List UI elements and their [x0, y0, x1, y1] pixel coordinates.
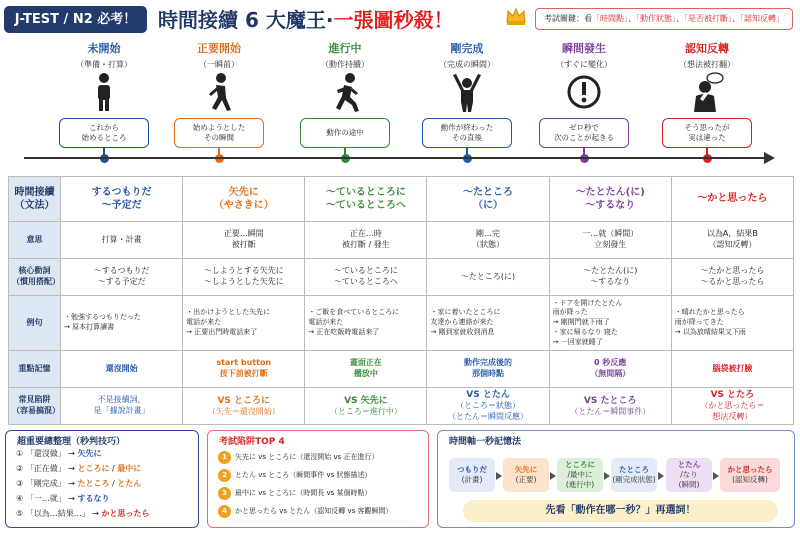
- examples-line: 電話が来た: [308, 318, 344, 327]
- row-head: [9, 388, 61, 425]
- memory-cell: [549, 351, 671, 388]
- traps-cell: [671, 388, 793, 425]
- memory-cell: [61, 351, 183, 388]
- examples-cell: [427, 296, 549, 351]
- stage-name: 正要開始: [197, 42, 241, 55]
- stage-name: 剛完成: [450, 42, 484, 55]
- traps-line: （矢先＝還沒開始）: [207, 406, 280, 416]
- row-head-line: 常見陷阱: [18, 395, 51, 405]
- examples-line: 雨が降った: [552, 308, 588, 317]
- meaning-line: 正在…時: [349, 229, 382, 239]
- memory-line: 還沒開始: [105, 363, 138, 373]
- summary-question: 「正在做」: [25, 464, 66, 473]
- grammar-cell: [61, 177, 183, 222]
- example-line: → 一回家就睡了: [552, 337, 603, 346]
- summary-answer-2: 最中に: [117, 464, 142, 473]
- examples-line: → 剛開門就下雨了: [552, 318, 610, 327]
- verbs-line: 〜ているところに: [333, 266, 398, 276]
- stage-bubble: [662, 118, 752, 148]
- grammar-cell: [305, 177, 427, 222]
- meaning-line: 剛…完: [476, 229, 501, 239]
- row-head-line: （容易搞混）: [12, 406, 60, 415]
- stage-bubble: [422, 118, 512, 148]
- grammar-table: [8, 176, 794, 425]
- bubble-line: 次のことが起きる: [554, 133, 614, 142]
- verbs-line: 〜たところ(に): [460, 271, 516, 281]
- examples-cell: [61, 296, 183, 351]
- grammar-cell: [427, 177, 549, 222]
- stage-bubble: [59, 118, 149, 148]
- examples-line: 友達から連絡が来た: [430, 318, 494, 327]
- grammar-line: 〜ているところに: [325, 186, 406, 198]
- timeline-box: [557, 458, 603, 492]
- examples-line: → 正要出門時電話來了: [186, 327, 258, 336]
- traps-line: VS 矢先に: [344, 395, 388, 406]
- verbs-line: 〜ているところへ: [333, 277, 398, 286]
- meaning-cell: [61, 222, 183, 259]
- timeline-box-line: (正要): [515, 475, 537, 484]
- exam-tip: 考試關鍵：看「時間點」、「動作狀態」、「是否被打斷」、「認知反轉」: [535, 8, 793, 30]
- trap-line: [218, 469, 371, 482]
- traps-line: （とたん＝瞬間反應）: [448, 412, 529, 422]
- meaning-line: 一…就（瞬間）: [582, 229, 639, 239]
- verbs-cell: [671, 259, 793, 296]
- examples-line: → 以為放晴結果又下雨: [674, 327, 746, 336]
- examples-line: ・ご飯を食べているところに: [308, 308, 400, 317]
- grammar-cell: [183, 177, 305, 222]
- stage-0: [47, 40, 161, 70]
- starting-person-icon: [199, 72, 239, 112]
- grammar-line: するつもりだ: [91, 186, 152, 198]
- meaning-line: 以為A，結果B: [706, 229, 758, 239]
- examples-line: 雨が降ってきた: [674, 318, 724, 327]
- row-head: [9, 296, 61, 351]
- grammar-line: （に）: [473, 200, 504, 211]
- verbs-cell: [549, 259, 671, 296]
- verbs-line: 〜るかと思ったら: [700, 277, 765, 286]
- page-title: 時間接續 6 大魔王·一張圖秒殺！: [158, 8, 454, 32]
- timeline-box-line: ところに: [565, 460, 595, 470]
- arrow-right-icon: [658, 472, 664, 480]
- stage-name: 進行中: [328, 42, 362, 55]
- timeline-box: [503, 458, 549, 492]
- summary-line: ④ 「一…就」 → するなり: [16, 494, 110, 503]
- trap-text: 矢先に vs ところに（還沒開始 vs 正在進行）: [235, 453, 379, 461]
- crown-icon: [505, 6, 527, 26]
- examples-line: ・家に着いたところに: [430, 308, 501, 317]
- summary-answer: ところに: [77, 464, 110, 473]
- verbs-line: 〜する予定だ: [97, 277, 146, 286]
- trap-title: 考試陷阱TOP 4: [216, 434, 288, 447]
- bubble-line: 動作が終わった: [440, 122, 494, 132]
- timeline-box-line: とたん: [677, 460, 701, 470]
- examples-line: ・出かけようとした矢先に: [186, 308, 271, 317]
- memory-line: 那個時點: [472, 369, 505, 378]
- grammar-line: 〜予定だ: [101, 200, 142, 211]
- summary-question: 「一…就」: [25, 494, 66, 503]
- traps-line: VS ところに: [217, 395, 271, 406]
- bubble-line: これから: [89, 122, 119, 132]
- row-head-line: 例句: [26, 317, 43, 327]
- standing-person-icon: [84, 72, 124, 112]
- meaning-cell: [671, 222, 793, 259]
- traps-line: 不是接續詞，: [97, 395, 146, 405]
- trap-text: かと思ったら vs とたん（認知反轉 vs 客觀瞬間）: [235, 507, 393, 515]
- thinking-person-icon: [687, 72, 727, 112]
- verbs-line: 〜しようとした矢先に: [203, 277, 284, 286]
- summary-title: 超重要總整理（秒判技巧）: [14, 434, 128, 447]
- arrow-right-icon: [713, 472, 719, 480]
- grammar-line: 〜たところ: [463, 186, 514, 198]
- trap-line: [218, 487, 371, 500]
- bubble-line: 始めようとした: [192, 122, 246, 132]
- summary-answer: たところ: [77, 479, 110, 488]
- stage-5: [650, 40, 764, 70]
- memory-cell: [305, 351, 427, 388]
- timeline-box: [449, 458, 495, 492]
- traps-line: VS とたん: [466, 390, 510, 401]
- meaning-cell: [549, 222, 671, 259]
- timeline-box-line: つもりだ: [457, 465, 487, 475]
- examples-line: ・晴れたかと思ったら: [674, 308, 745, 317]
- stage-bubble: [300, 118, 390, 148]
- examples-line: 電話が来た: [186, 318, 222, 327]
- trap-num: 2: [218, 469, 231, 482]
- trap-text: とたん vs ところ（瞬間事件 vs 狀態描述）: [235, 471, 372, 479]
- summary-question: 「還沒做」: [25, 449, 66, 458]
- verbs-cell: [305, 259, 427, 296]
- summary-answer-2: とたん: [117, 479, 142, 488]
- examples-line: → 原本打算讀書: [64, 323, 115, 331]
- memory-line: 按下前被打斷: [219, 369, 268, 378]
- verbs-line: 〜しようとする矢先に: [203, 266, 284, 276]
- grammar-cell: [549, 177, 671, 222]
- bubble-text: [685, 123, 730, 143]
- traps-cell: [61, 388, 183, 425]
- traps-cell: [549, 388, 671, 425]
- trap-num: 4: [218, 505, 231, 518]
- bubble-text: [441, 123, 493, 143]
- meaning-line: 被打斷: [231, 240, 256, 249]
- memory-cell: [671, 351, 793, 388]
- meaning-line: 被打斷 / 發生: [342, 240, 390, 249]
- meaning-line: （認知反轉）: [708, 240, 757, 249]
- row-head: [9, 177, 61, 222]
- timeline-box-line: 矢先に: [514, 465, 538, 475]
- traps-cell: [183, 388, 305, 425]
- row-head-line: 核心動詞: [18, 266, 51, 276]
- grammar-line: 〜ているところへ: [325, 200, 406, 211]
- timeline-box-line: (進行中): [565, 479, 595, 489]
- row-head-line: 意思: [26, 234, 43, 244]
- timeline-box-line: (計畫): [461, 475, 483, 484]
- traps-cell: [427, 388, 549, 425]
- meaning-cell: [305, 222, 427, 259]
- summary-answer: するなり: [77, 494, 110, 503]
- trap-panel: [207, 430, 429, 528]
- row-head-line: 重點記憶: [18, 363, 51, 373]
- bubble-line: その瞬間: [204, 133, 234, 142]
- verbs-line: 〜たかと思ったら: [700, 266, 765, 276]
- memory-cell: [427, 351, 549, 388]
- bubble-line: ゼロ秒で: [569, 122, 599, 132]
- memory-line: 0 秒反應: [594, 358, 627, 368]
- verbs-cell: [427, 259, 549, 296]
- memory-line: 腦袋被打臉: [712, 363, 753, 373]
- bubble-line: その直後: [452, 133, 482, 142]
- meaning-line: 打算・計畫: [101, 234, 142, 244]
- memory-line: start button: [216, 358, 272, 368]
- summary-num: ⑤: [16, 509, 24, 518]
- traps-line: 想法反轉）: [712, 412, 753, 422]
- summary-question: 「剛完成」: [25, 479, 66, 488]
- verbs-cell: [183, 259, 305, 296]
- traps-line: （ところ＝進行中）: [329, 406, 402, 416]
- bubble-line: 始めるところ: [81, 133, 127, 142]
- bubble-line: そう思ったが: [684, 122, 730, 132]
- grammar-line: 〜たとたん(に): [575, 186, 645, 198]
- timeline-box-line: (認知反轉): [732, 475, 768, 484]
- timeline-box: [720, 458, 780, 492]
- stage-bubble: [174, 118, 264, 148]
- timeline-axis: [24, 157, 766, 159]
- row-head-line: （慣用搭配）: [12, 277, 60, 286]
- verbs-line: 〜するなり: [590, 277, 631, 286]
- trap-line: [218, 505, 392, 518]
- timeline-box-line: (瞬間): [678, 479, 700, 489]
- trap-line: [218, 451, 378, 464]
- row-head-line: 時間接續: [14, 186, 55, 198]
- timeline-box-line: /最中に: [567, 470, 593, 480]
- arms-up-person-icon: [447, 72, 487, 112]
- meaning-line: 正要…瞬間: [223, 229, 264, 239]
- summary-num: ①: [16, 449, 24, 458]
- bubble-line: 動作の途中: [326, 127, 364, 137]
- stage-bubble: [539, 118, 629, 148]
- traps-line: （とたん＝瞬間事件）: [570, 406, 651, 416]
- badge: J-TEST / N2 必考！: [4, 6, 147, 33]
- bubble-text: [326, 128, 364, 138]
- traps-line: （かと思ったら＝: [700, 401, 765, 411]
- grammar-line: 矢先に: [228, 186, 259, 198]
- meaning-line: 立刻發生: [594, 240, 627, 249]
- timeline-box-line: かと思ったら: [727, 465, 773, 475]
- traps-line: 是「據說計畫」: [93, 406, 150, 415]
- stage-sub: （すぐに變化）: [556, 60, 612, 69]
- exclamation-icon: [564, 72, 604, 112]
- stage-name: 未開始: [87, 42, 121, 55]
- grammar-line: 〜するなり: [585, 200, 636, 211]
- stage-4: [527, 40, 641, 70]
- summary-line: ③ 「剛完成」 → たところ / とたん: [16, 479, 142, 488]
- stage-sub: （動作持續）: [321, 60, 369, 69]
- examples-line: ・勉強するつもりだった: [64, 313, 141, 322]
- traps-line: VS とたろ: [710, 390, 755, 401]
- summary-answer: 矢先に: [77, 449, 102, 458]
- stage-name: 瞬間發生: [562, 42, 606, 55]
- summary-num: ④: [16, 494, 24, 503]
- verbs-cell: [61, 259, 183, 296]
- meaning-line: （狀態）: [472, 240, 505, 249]
- examples-cell: [183, 296, 305, 351]
- summary-line: ⑤ 「以為…結果…」 → かと思ったら: [16, 509, 150, 518]
- trap-num: 3: [218, 487, 231, 500]
- stage-sub: （想法被打翻）: [679, 60, 735, 69]
- summary-panel: [5, 430, 199, 528]
- row-head: [9, 259, 61, 296]
- verbs-line: 〜するつもりだ: [93, 266, 150, 276]
- examples-cell: [671, 296, 793, 351]
- timeline-box: [611, 458, 657, 492]
- arrow-right-icon: [496, 472, 502, 480]
- summary-answer: かと思ったら: [101, 509, 150, 518]
- summary-num: ②: [16, 464, 24, 473]
- examples-cell: [549, 296, 671, 351]
- summary-num: ③: [16, 479, 24, 488]
- traps-cell: [305, 388, 427, 425]
- bubble-text: [554, 123, 614, 143]
- examples-cell: [305, 296, 427, 351]
- memory-line: 畫面正在: [349, 358, 382, 368]
- bubble-text: [82, 123, 127, 143]
- examples-line: ・ドアを開けたとたん: [552, 298, 623, 307]
- timeline-box-line: (剛完成狀態): [612, 475, 656, 484]
- arrow-right-icon: [550, 472, 556, 480]
- examples-line: → 正在吃飯時電話來了: [308, 327, 380, 336]
- row-head-line: （文法）: [14, 200, 55, 211]
- stage-1: [162, 40, 276, 70]
- memory-line: （無間隔）: [590, 369, 631, 378]
- bubble-line: 実は違った: [688, 133, 726, 142]
- summary-line: ① 「還沒做」 → 矢先に: [16, 449, 102, 458]
- timeline-title: 時間軸一秒記憶法: [446, 434, 524, 447]
- stage-2: [288, 40, 402, 70]
- grammar-line: 〜かと思ったら: [697, 193, 768, 205]
- grammar-cell: [671, 177, 793, 222]
- traps-line: （ところ＝狀態）: [456, 401, 521, 411]
- timeline-box: [666, 458, 712, 492]
- running-person-icon: [325, 72, 365, 112]
- arrow-right-icon: [604, 472, 610, 480]
- verbs-line: 〜たとたん(に): [583, 266, 638, 276]
- row-head: [9, 351, 61, 388]
- memory-line: 播放中: [353, 369, 378, 378]
- summary-question: 「以為…結果…」: [25, 509, 90, 518]
- memory-cell: [183, 351, 305, 388]
- question-banner: 先看「動作在哪一秒？」再選詞！: [463, 500, 778, 522]
- example-line: ・家に帰るなり 寝た: [552, 327, 618, 336]
- meaning-cell: [427, 222, 549, 259]
- stage-sub: （一瞬前）: [199, 60, 239, 69]
- memory-line: 動作完成後的: [464, 358, 513, 368]
- traps-line: VS たところ: [583, 395, 637, 406]
- trap-num: 1: [218, 451, 231, 464]
- stage-3: [410, 40, 524, 70]
- meaning-cell: [183, 222, 305, 259]
- stage-sub: （完成の瞬間）: [439, 60, 495, 69]
- examples-line: → 剛到家就收到消息: [430, 327, 495, 336]
- arrow-icon: [764, 152, 775, 164]
- timeline-box-line: /なり: [680, 470, 698, 480]
- row-head: [9, 222, 61, 259]
- stage-name: 認知反轉: [685, 42, 729, 55]
- timeline-box-line: たところ: [619, 465, 649, 475]
- grammar-line: （やさきに）: [213, 200, 274, 211]
- summary-line: ② 「正在做」 → ところに / 最中に: [16, 464, 142, 473]
- bubble-text: [193, 123, 246, 143]
- stage-sub: （準備・打算）: [76, 60, 132, 69]
- trap-text: 最中に vs ところに（時間長 vs 某個時點）: [235, 489, 372, 497]
